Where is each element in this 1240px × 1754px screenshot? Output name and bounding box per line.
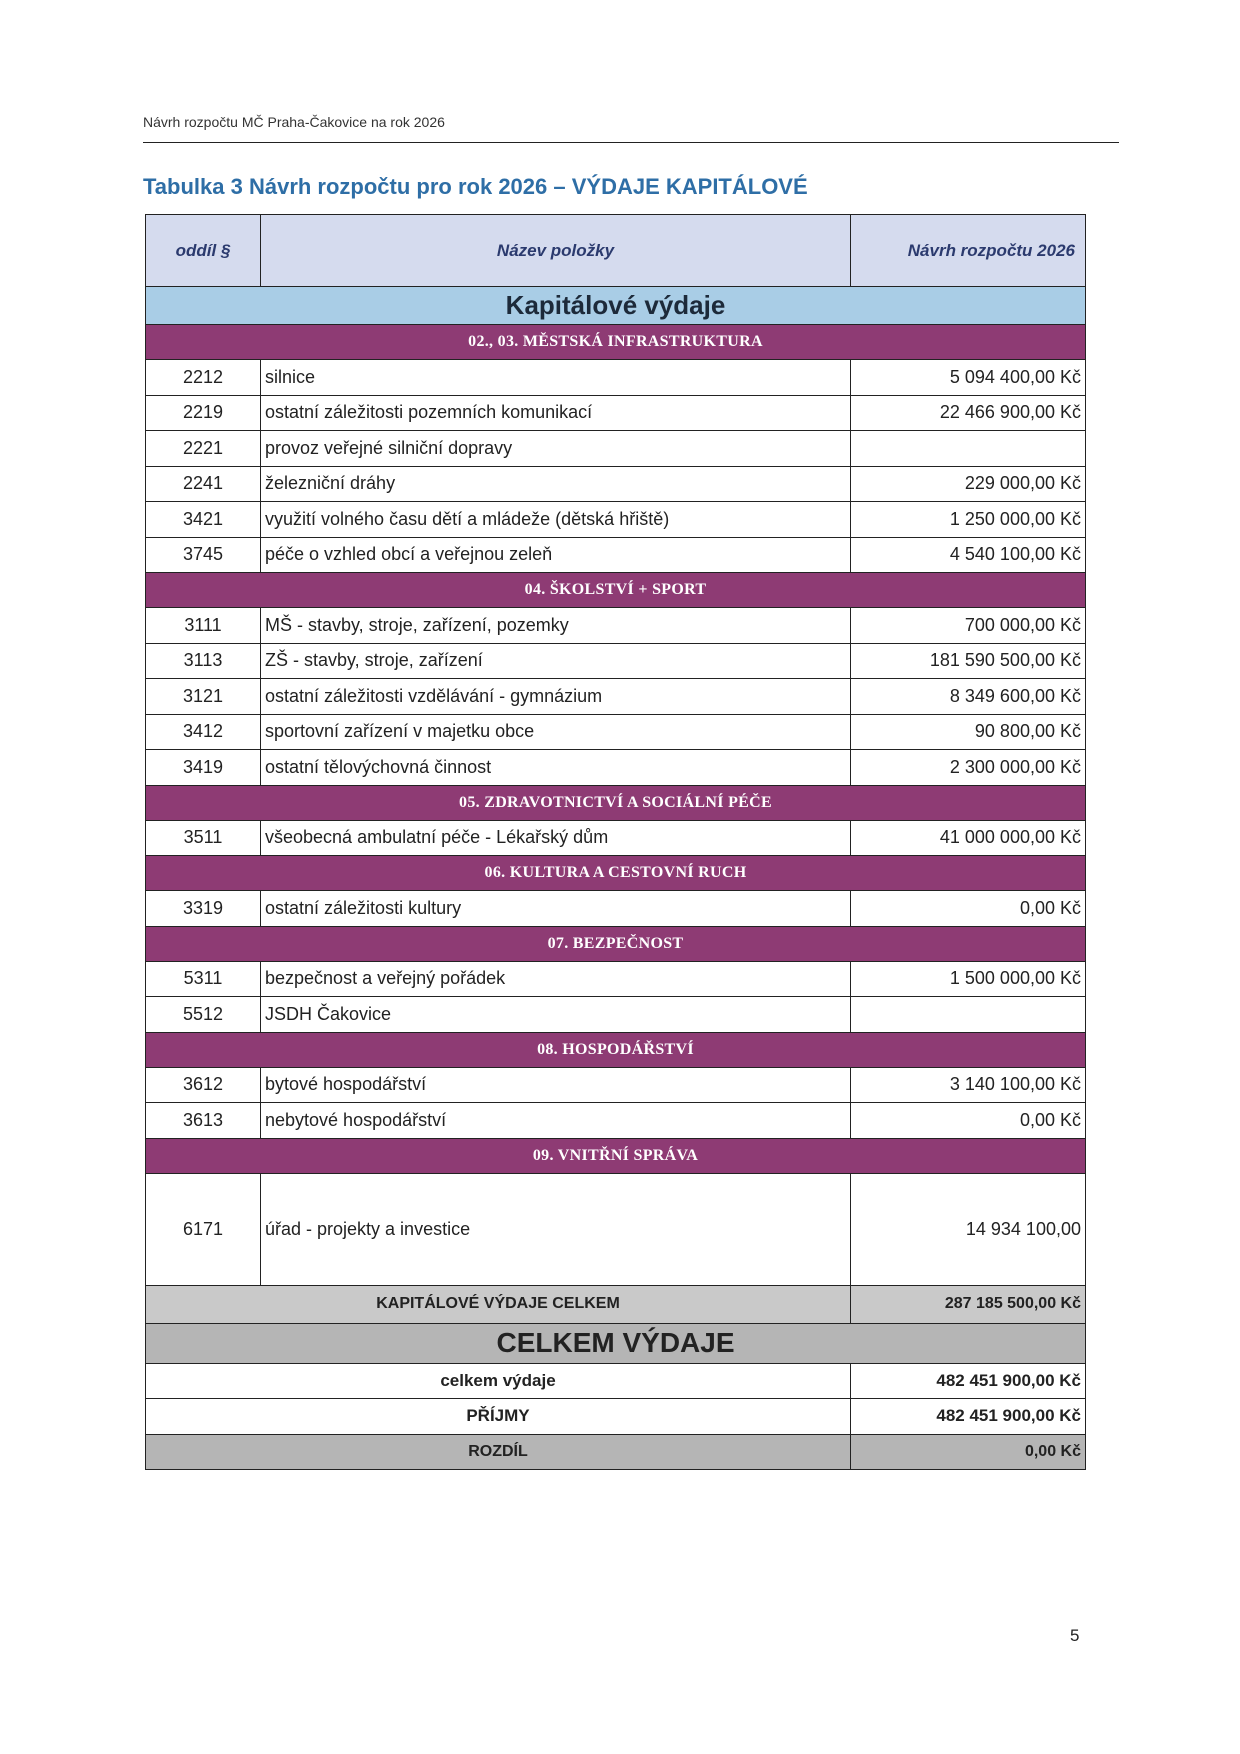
section-title: 08. HOSPODÁŘSTVÍ bbox=[146, 1032, 1086, 1067]
table-row bbox=[146, 1103, 1086, 1139]
section-header-row bbox=[146, 1032, 1086, 1067]
row-name: ostatní záležitosti vzdělávání - gymnázium bbox=[261, 679, 851, 715]
summary-label: PŘÍJMY bbox=[146, 1399, 851, 1435]
grand-heading-row bbox=[146, 1323, 1086, 1363]
column-header-name: Název položky bbox=[261, 215, 851, 287]
row-name: provoz veřejné silniční dopravy bbox=[261, 431, 851, 467]
summary-row bbox=[146, 1363, 1086, 1399]
section-header-row bbox=[146, 325, 1086, 360]
main-heading: Kapitálové výdaje bbox=[146, 287, 1086, 325]
running-header: Návrh rozpočtu MČ Praha-Čakovice na rok 2026 bbox=[143, 114, 445, 130]
row-name: MŠ - stavby, stroje, zařízení, pozemky bbox=[261, 608, 851, 644]
row-amount bbox=[851, 431, 1086, 467]
row-code: 6171 bbox=[146, 1173, 261, 1285]
column-header-amount: Návrh rozpočtu 2026 bbox=[851, 215, 1086, 287]
row-name: využití volného času dětí a mládeže (dětská hřiště) bbox=[261, 502, 851, 538]
section-header-row bbox=[146, 1138, 1086, 1173]
row-name: všeobecná ambulatní péče - Lékařský dům bbox=[261, 820, 851, 856]
section-title: 02., 03. MĚSTSKÁ INFRASTRUKTURA bbox=[146, 325, 1086, 360]
summary-amount: 482 451 900,00 Kč bbox=[851, 1399, 1086, 1435]
section-header-row bbox=[146, 856, 1086, 891]
row-amount: 3 140 100,00 Kč bbox=[851, 1067, 1086, 1103]
row-code: 2241 bbox=[146, 466, 261, 502]
row-amount: 90 800,00 Kč bbox=[851, 714, 1086, 750]
row-name: bytové hospodářství bbox=[261, 1067, 851, 1103]
section-title: 04. ŠKOLSTVÍ + SPORT bbox=[146, 573, 1086, 608]
row-code: 3511 bbox=[146, 820, 261, 856]
main-heading-row bbox=[146, 287, 1086, 325]
row-name: nebytové hospodářství bbox=[261, 1103, 851, 1139]
table-row bbox=[146, 608, 1086, 644]
row-code: 2212 bbox=[146, 360, 261, 396]
table-row bbox=[146, 1067, 1086, 1103]
table-row bbox=[146, 750, 1086, 786]
table-row bbox=[146, 997, 1086, 1033]
row-code: 3113 bbox=[146, 643, 261, 679]
summary-amount: 482 451 900,00 Kč bbox=[851, 1363, 1086, 1399]
row-code: 3612 bbox=[146, 1067, 261, 1103]
summary-amount: 0,00 Kč bbox=[851, 1434, 1086, 1470]
capital-total-row bbox=[146, 1285, 1086, 1323]
section-title: 06. KULTURA A CESTOVNÍ RUCH bbox=[146, 856, 1086, 891]
row-amount: 5 094 400,00 Kč bbox=[851, 360, 1086, 396]
row-name: ostatní záležitosti pozemních komunikací bbox=[261, 395, 851, 431]
row-code: 2219 bbox=[146, 395, 261, 431]
row-amount: 8 349 600,00 Kč bbox=[851, 679, 1086, 715]
row-code: 3412 bbox=[146, 714, 261, 750]
table-row bbox=[146, 537, 1086, 573]
row-amount: 181 590 500,00 Kč bbox=[851, 643, 1086, 679]
section-title: 05. ZDRAVOTNICTVÍ A SOCIÁLNÍ PÉČE bbox=[146, 785, 1086, 820]
capital-total-amount: 287 185 500,00 Kč bbox=[851, 1285, 1086, 1323]
row-code: 3121 bbox=[146, 679, 261, 715]
row-name: JSDH Čakovice bbox=[261, 997, 851, 1033]
table-row bbox=[146, 961, 1086, 997]
row-code: 3745 bbox=[146, 537, 261, 573]
table-row bbox=[146, 714, 1086, 750]
row-code: 3419 bbox=[146, 750, 261, 786]
section-header-row bbox=[146, 785, 1086, 820]
row-code: 3111 bbox=[146, 608, 261, 644]
section-title: 07. BEZPEČNOST bbox=[146, 926, 1086, 961]
row-code: 5512 bbox=[146, 997, 261, 1033]
table-row bbox=[146, 431, 1086, 467]
table-row bbox=[146, 360, 1086, 396]
summary-label: celkem výdaje bbox=[146, 1363, 851, 1399]
row-code: 5311 bbox=[146, 961, 261, 997]
page-number: 5 bbox=[1070, 1626, 1080, 1645]
row-amount: 2 300 000,00 Kč bbox=[851, 750, 1086, 786]
row-amount: 14 934 100,00 bbox=[851, 1173, 1086, 1285]
row-name: ostatní tělovýchovná činnost bbox=[261, 750, 851, 786]
row-amount: 700 000,00 Kč bbox=[851, 608, 1086, 644]
row-name: silnice bbox=[261, 360, 851, 396]
row-name: železniční dráhy bbox=[261, 466, 851, 502]
table-caption: Tabulka 3 Návrh rozpočtu pro rok 2026 – VÝDAJE KAPITÁLOVÉ bbox=[143, 174, 808, 199]
row-name: ostatní záležitosti kultury bbox=[261, 891, 851, 927]
summary-row bbox=[146, 1434, 1086, 1470]
summary-label: ROZDÍL bbox=[146, 1434, 851, 1470]
budget-table bbox=[145, 214, 1086, 1470]
table-header-row bbox=[146, 215, 1086, 287]
row-code: 3319 bbox=[146, 891, 261, 927]
section-header-row bbox=[146, 573, 1086, 608]
row-amount: 229 000,00 Kč bbox=[851, 466, 1086, 502]
table-row bbox=[146, 643, 1086, 679]
table-row bbox=[146, 502, 1086, 538]
row-amount bbox=[851, 997, 1086, 1033]
row-amount: 0,00 Kč bbox=[851, 1103, 1086, 1139]
grand-heading: CELKEM VÝDAJE bbox=[146, 1323, 1086, 1363]
table-row bbox=[146, 1173, 1086, 1285]
header-rule bbox=[143, 142, 1119, 143]
row-name: bezpečnost a veřejný pořádek bbox=[261, 961, 851, 997]
row-code: 2221 bbox=[146, 431, 261, 467]
section-header-row bbox=[146, 926, 1086, 961]
capital-total-label: KAPITÁLOVÉ VÝDAJE CELKEM bbox=[146, 1285, 851, 1323]
table-row bbox=[146, 820, 1086, 856]
row-name: úřad - projekty a investice bbox=[261, 1173, 851, 1285]
row-code: 3613 bbox=[146, 1103, 261, 1139]
row-name: péče o vzhled obcí a veřejnou zeleň bbox=[261, 537, 851, 573]
row-amount: 22 466 900,00 Kč bbox=[851, 395, 1086, 431]
row-name: sportovní zařízení v majetku obce bbox=[261, 714, 851, 750]
row-amount: 0,00 Kč bbox=[851, 891, 1086, 927]
row-amount: 41 000 000,00 Kč bbox=[851, 820, 1086, 856]
row-amount: 1 250 000,00 Kč bbox=[851, 502, 1086, 538]
summary-row bbox=[146, 1399, 1086, 1435]
budget-table-body bbox=[146, 215, 1086, 1470]
column-header-code: oddíl § bbox=[146, 215, 261, 287]
row-amount: 1 500 000,00 Kč bbox=[851, 961, 1086, 997]
table-row bbox=[146, 891, 1086, 927]
row-name: ZŠ - stavby, stroje, zařízení bbox=[261, 643, 851, 679]
table-row bbox=[146, 679, 1086, 715]
table-row bbox=[146, 395, 1086, 431]
row-code: 3421 bbox=[146, 502, 261, 538]
table-row bbox=[146, 466, 1086, 502]
section-title: 09. VNITŘNÍ SPRÁVA bbox=[146, 1138, 1086, 1173]
row-amount: 4 540 100,00 Kč bbox=[851, 537, 1086, 573]
